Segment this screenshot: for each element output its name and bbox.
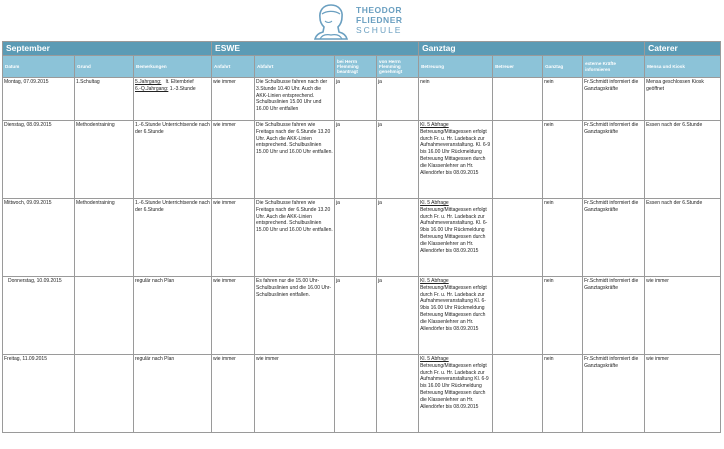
- cell-datum: Freitag, 11.09.2015: [3, 355, 75, 433]
- betreuung-text: nein: [420, 79, 430, 85]
- bem-label-5: 5.Jahrgang:: [135, 79, 162, 85]
- cell-datum: Donnerstag, 10.09.2015: [3, 277, 75, 355]
- betreuung-text: Betreuung/Mittagessen erfolgt durch Fr. u. Hr. Ladeback zur Aufnahmeveranstaltung Kl. 6-9 bis 16.00 Uhr Rückmeldung Betreuung Mittagessen durch die Klassenlehrer an Hr. Allendörfer bis 08.09.2015: [420, 362, 489, 410]
- cell-externe: Fr.Schmidt informiert die Ganztagskräfte: [583, 277, 645, 355]
- cell-betreuer: [493, 355, 543, 433]
- cell-von-flemming: ja: [377, 78, 419, 121]
- section-ganztag: Ganztag: [419, 42, 645, 56]
- cell-ganztag: nein: [543, 121, 583, 199]
- cell-von-flemming: ja: [377, 199, 419, 277]
- cell-bemerkungen: regulär nach Plan: [134, 355, 212, 433]
- cell-bei-flemming: ja: [335, 78, 377, 121]
- school-logo: [310, 2, 430, 40]
- cell-abfahrt: Die Schulbusse fahren wie Freitags nach der 6.Stunde 13.20 Uhr. Auch die AKK-Linien entsprechend. Schulbuslinien 15.00 Uhr und 16.00 Uhr entfallen.: [255, 121, 335, 199]
- header-bei-flemming: bei Herrn Flemming beantragt: [335, 56, 377, 78]
- cell-betreuung: [419, 121, 493, 199]
- cell-externe: Fr.Schmidt informiert die Ganztagskräfte: [583, 199, 645, 277]
- fliedner-portrait-icon: [310, 2, 352, 40]
- betreuung-heading: Kl. 5 Abfrage: [420, 356, 449, 362]
- betreuung-text: Betreuung/Mittagessen erfolgt durch Fr. u. Hr. Ladeback zur Aufnahmeveranstaltung. Kl. 6-9 bis 16.00 Uhr Rückmeldung Betreuung Mittagessen durch die Klassenlehrer an Hr. Allendörfer bis 08.09.2015: [420, 128, 491, 176]
- header-ganztag: Ganztag: [543, 56, 583, 78]
- cell-anfahrt: wie immer: [212, 277, 255, 355]
- cell-bemerkungen: [134, 78, 212, 121]
- betreuung-text: Betreuung/Mittagessen erfolgt durch Fr. u. Hr. Ladeback zur Aufnahmeveranstaltung. Kl. 6-9bis 16.00 Uhr Rückmeldung Betreuung Mittagessen durch die Klassenlehrer an Hr. Allendörfer bis 08.09.2015: [420, 206, 488, 254]
- table-row: [3, 78, 721, 121]
- cell-bei-flemming: ja: [335, 277, 377, 355]
- column-header-row: [3, 56, 721, 78]
- cell-ganztag: nein: [543, 355, 583, 433]
- cell-anfahrt: wie immer: [212, 355, 255, 433]
- cell-grund: Methodentraining: [75, 199, 134, 277]
- section-september: September: [3, 42, 212, 56]
- bem-label-6q: 6.-Q.Jahrgang:: [135, 85, 169, 92]
- cell-grund: [75, 277, 134, 355]
- cell-abfahrt: Die Schulbusse fahren wie Freitags nach der 6.Stunde 13.20 Uhr. Auch die AKK-Linien entsprechend. Schulbuslinien 15.00 Uhr und 16.00 Uhr entfallen.: [255, 199, 335, 277]
- section-eswe: ESWE: [212, 42, 419, 56]
- header-betreuer: Betreuer: [493, 56, 543, 78]
- bem-value-5: lt. Elternbrief: [165, 79, 194, 85]
- cell-betreuer: [493, 277, 543, 355]
- cell-betreuung: [419, 78, 493, 121]
- cell-betreuung: [419, 277, 493, 355]
- cell-datum: Dienstag, 08.09.2015: [3, 121, 75, 199]
- header-abfahrt: Abfahrt: [255, 56, 335, 78]
- logo-wordmark: [356, 5, 403, 35]
- cell-anfahrt: wie immer: [212, 199, 255, 277]
- cell-datum: Mittwoch, 09.09.2015: [3, 199, 75, 277]
- cell-von-flemming: [377, 355, 419, 433]
- cell-anfahrt: wie immer: [212, 78, 255, 121]
- cell-externe: Fr.Schmidt informiert die Ganztagskräfte: [583, 78, 645, 121]
- cell-betreuer: [493, 121, 543, 199]
- table-row: [3, 121, 721, 199]
- cell-anfahrt: wie immer: [212, 121, 255, 199]
- cell-mensa: wie immer: [645, 355, 721, 433]
- header-grund: Grund: [75, 56, 134, 78]
- cell-bei-flemming: ja: [335, 121, 377, 199]
- cell-von-flemming: ja: [377, 277, 419, 355]
- cell-abfahrt: wie immer: [255, 355, 335, 433]
- cell-grund: [75, 355, 134, 433]
- cell-bemerkungen: 1.-6.Stunde Unterrichtsende nach der 6.Stunde: [134, 121, 212, 199]
- cell-grund: Methodentraining: [75, 121, 134, 199]
- logo-line-1: THEODOR: [356, 5, 402, 15]
- betreuung-heading: Kl. 5 Abfrage: [420, 200, 449, 206]
- header-bemerkungen: Bemerkungen: [134, 56, 212, 78]
- betreuung-text: Betreuung/Mittagessen erfolgt durch Fr. u. Hr. Ladeback zur Aufnahmeveranstaltung Kl. 6-9bis 16.00 Uhr Rückmeldung Betreuung Mittagessen durch die Klassenlehrer an Hr. Allendörfer bis 08.09.2015: [420, 284, 487, 332]
- cell-ganztag: nein: [543, 78, 583, 121]
- cell-mensa: Mensa geschlossen Kiosk geöffnet: [645, 78, 721, 121]
- cell-externe: Fr.Schmidt informiert die Ganztagskräfte: [583, 121, 645, 199]
- cell-grund: 1.Schultag: [75, 78, 134, 121]
- schedule-table: [2, 41, 721, 433]
- header-von-flemming: von Herrn Flemming genehmigt: [377, 56, 419, 78]
- cell-bei-flemming: ja: [335, 199, 377, 277]
- bem-value-6q: 1.-3.Stunde: [169, 85, 196, 92]
- betreuung-heading: Kl. 5 Abfrage: [420, 122, 449, 128]
- cell-von-flemming: ja: [377, 121, 419, 199]
- section-header-row: [3, 42, 721, 56]
- betreuung-heading: Kl. 5 Abfrage: [420, 278, 449, 284]
- cell-abfahrt: Die Schulbusse fahren nach der 3.Stunde 10.40 Uhr. Auch die AKK-Linien entsprechend. Schulbuslinien 15.00 Uhr und 16.00 Uhr entfallen: [255, 78, 335, 121]
- header-externe: externe Kräfte informieren: [583, 56, 645, 78]
- cell-bemerkungen: 1.-6.Stunde Unterrichtsende nach der 6.Stunde: [134, 199, 212, 277]
- cell-mensa: Essen nach der 6.Stunde: [645, 121, 721, 199]
- cell-datum: Montag, 07.09.2015: [3, 78, 75, 121]
- cell-abfahrt: Es fahren nur die 15.00 Uhr-Schulbuslinien und die 16.00 Uhr-Schulbuslinien entfallen.: [255, 277, 335, 355]
- cell-mensa: wie immer: [645, 277, 721, 355]
- table-row: [3, 277, 721, 355]
- header-anfahrt: Anfahrt: [212, 56, 255, 78]
- logo-line-2: FLIEDNER: [356, 15, 403, 25]
- cell-ganztag: nein: [543, 199, 583, 277]
- cell-ganztag: nein: [543, 277, 583, 355]
- table-row: [3, 355, 721, 433]
- section-caterer: Caterer: [645, 42, 721, 56]
- header-datum: Datum: [3, 56, 75, 78]
- header-betreuung: Betreuung: [419, 56, 493, 78]
- cell-betreuer: [493, 78, 543, 121]
- cell-bemerkungen: regulär nach Plan: [134, 277, 212, 355]
- cell-betreuer: [493, 199, 543, 277]
- table-row: [3, 199, 721, 277]
- cell-externe: Fr.Schmidt informiert die Ganztagskräfte: [583, 355, 645, 433]
- cell-betreuung: [419, 355, 493, 433]
- logo-line-3: SCHULE: [356, 25, 403, 35]
- header-mensa: Mensa und Kiosk: [645, 56, 721, 78]
- cell-bei-flemming: [335, 355, 377, 433]
- cell-betreuung: [419, 199, 493, 277]
- cell-mensa: Essen nach der 6.Stunde: [645, 199, 721, 277]
